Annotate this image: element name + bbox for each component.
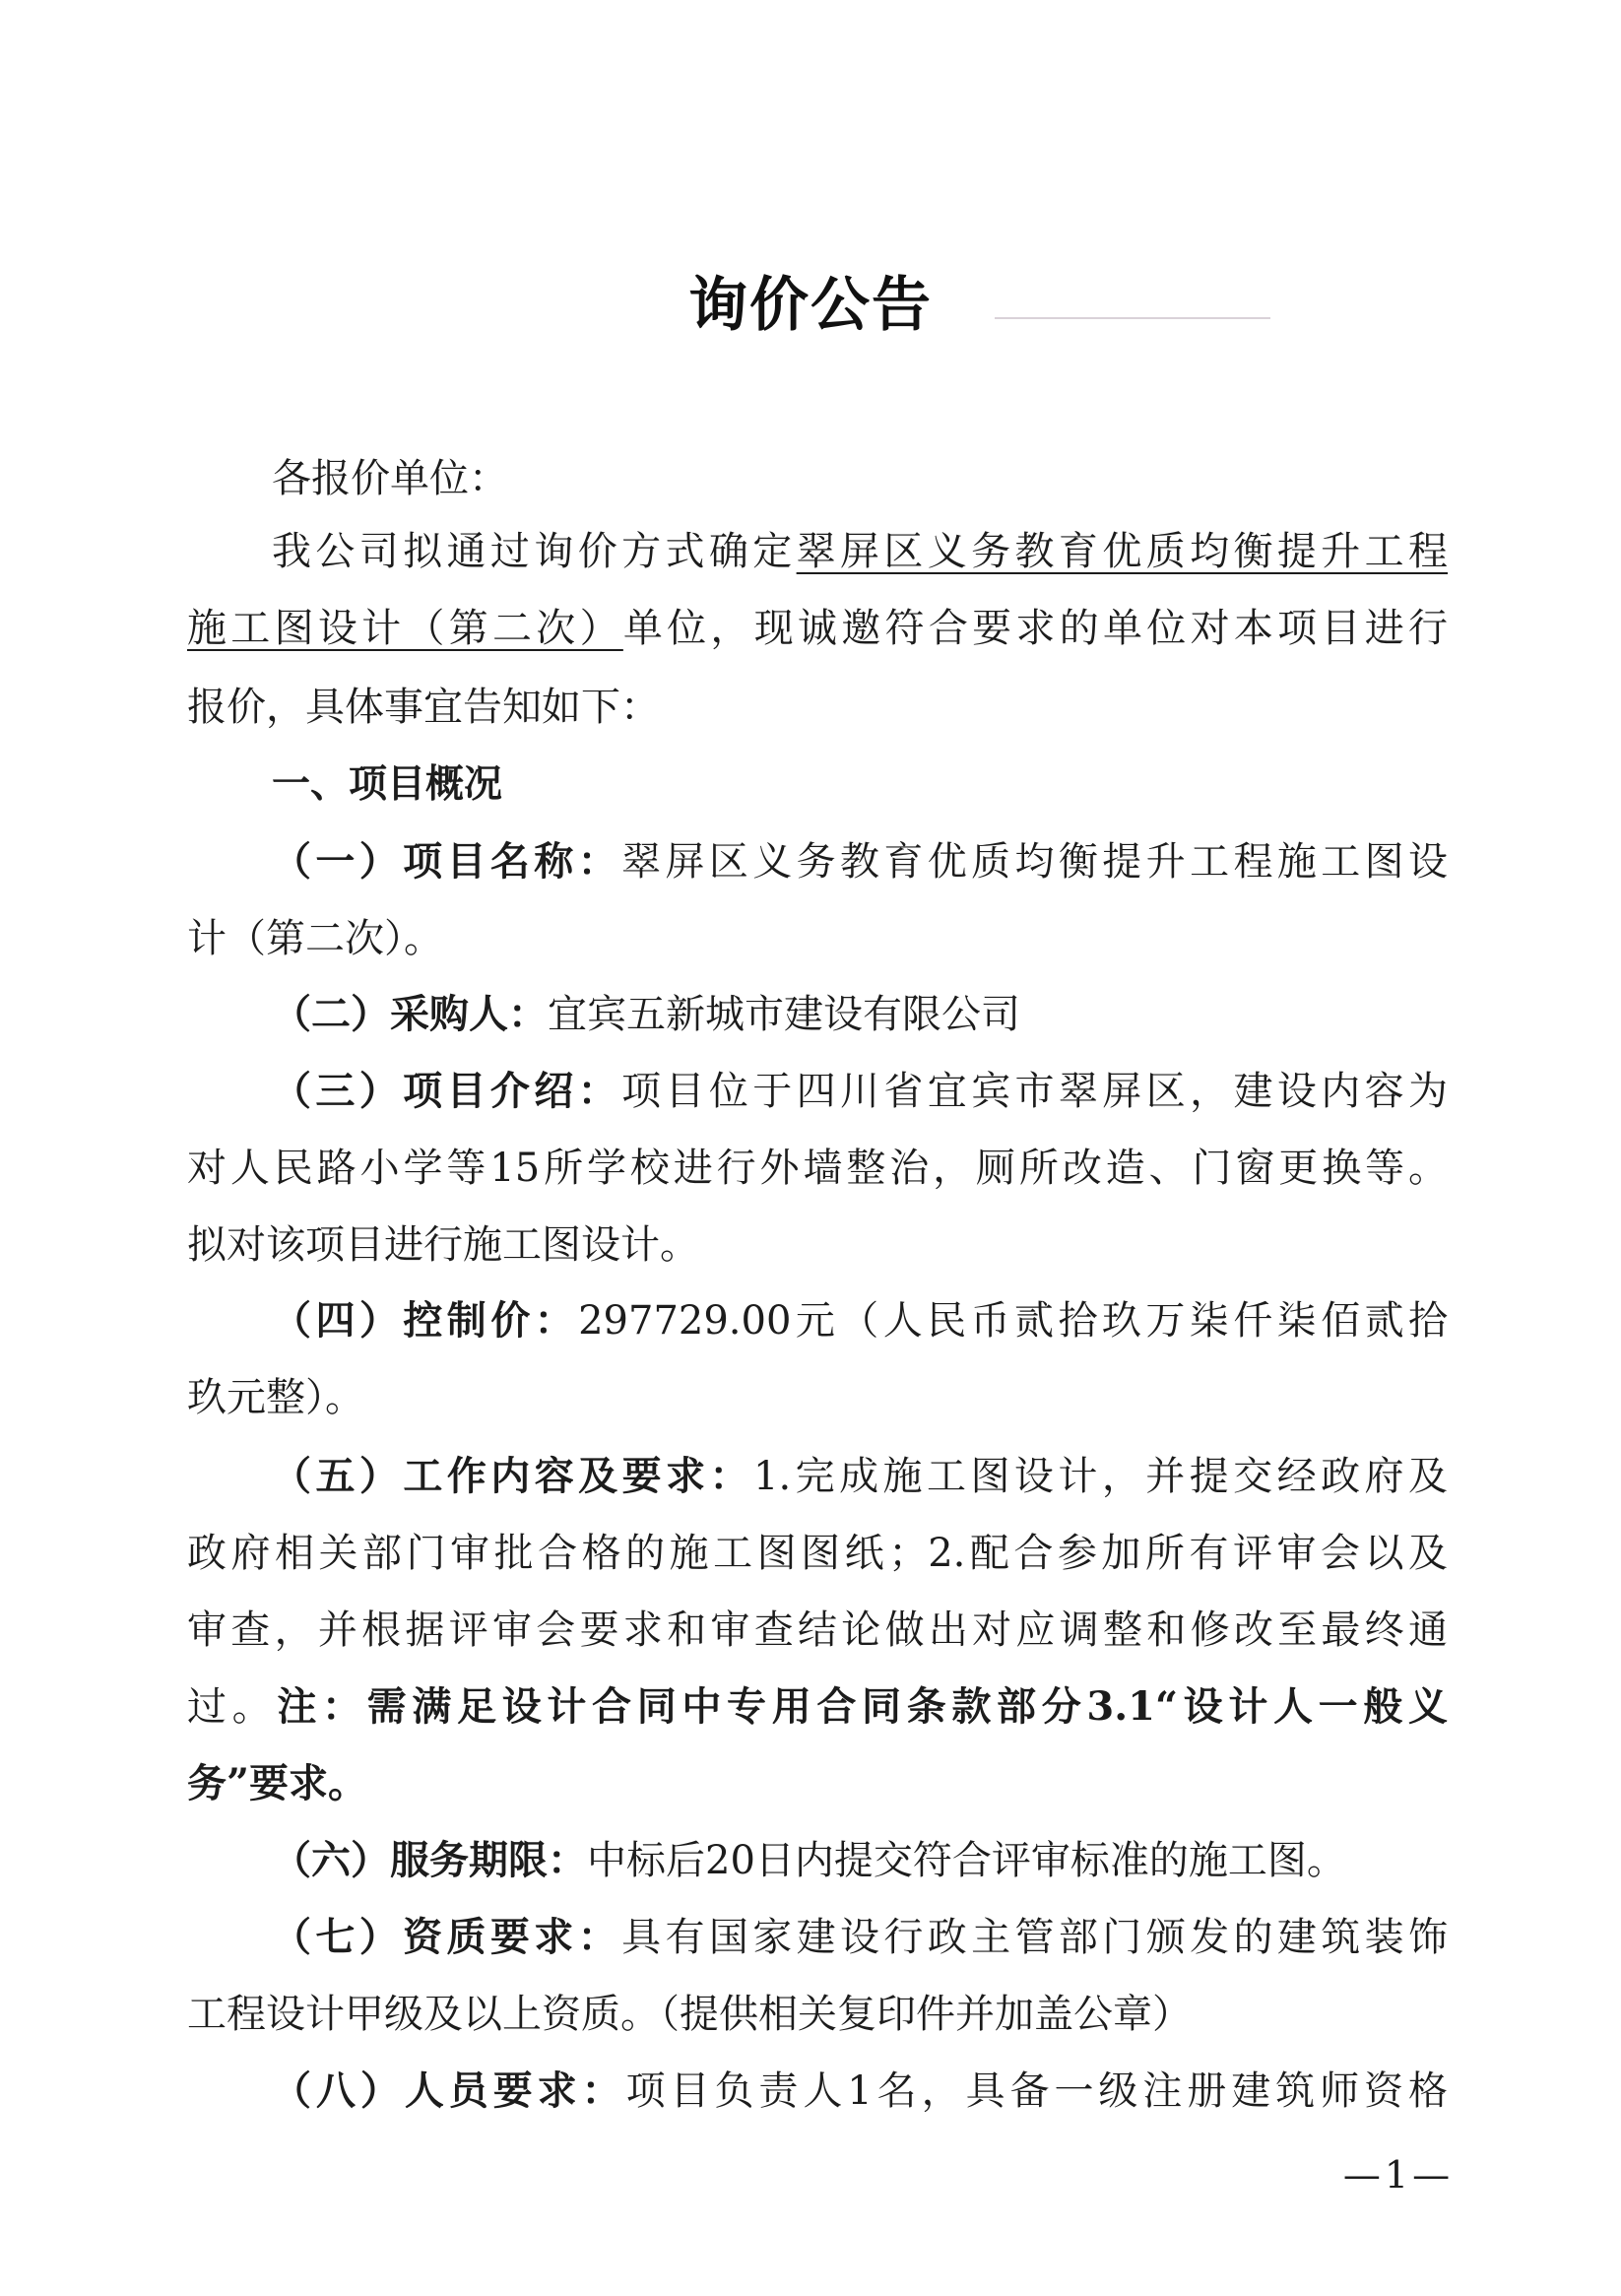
item-four-line-2: 玖元整）。 xyxy=(187,1375,364,1420)
item-four-label: （四）控制价： xyxy=(272,1297,579,1344)
project-name-underlined-cont: 施工图设计（第二次） xyxy=(187,606,623,651)
item-eight-label: （八）人员要求： xyxy=(272,2067,626,2114)
item-seven-line-2: 工程设计甲级及以上资质。（提供相关复印件并加盖公章） xyxy=(187,1992,1192,2037)
item-one-line-2: 计（第二次）。 xyxy=(187,916,443,961)
item-six-label: （六）服务期限： xyxy=(272,1837,587,1883)
item-six: （六）服务期限：中标后20日内提交符合评审标准的施工图。 xyxy=(272,1837,1346,1883)
item-three-line-3: 拟对该项目进行施工图设计。 xyxy=(187,1222,699,1268)
item-five-line-1: （五）工作内容及要求：1.完成施工图设计，并提交经政府及 xyxy=(272,1453,1449,1499)
intro-line-2: 施工图设计（第二次）单位，现诚邀符合要求的单位对本项目进行 xyxy=(187,606,1449,651)
item-seven-line-1: （七）资质要求：具有国家建设行政主管部门颁发的建筑装饰 xyxy=(272,1914,1449,1960)
item-two-label: （二）采购人： xyxy=(272,991,548,1037)
item-seven-label: （七）资质要求： xyxy=(272,1914,622,1960)
salutation: 各报价单位： xyxy=(272,456,508,501)
title-rule xyxy=(995,317,1270,319)
intro-line-3: 报价，具体事宜告知如下： xyxy=(187,685,660,730)
item-five-note: 注：需满足设计合同中专用合同条款部分3.1“设计人一般义 xyxy=(277,1683,1448,1730)
item-one-line-1: （一）项目名称：翠屏区义务教育优质均衡提升工程施工图设 xyxy=(272,838,1449,885)
page-number: —1— xyxy=(1342,2153,1455,2197)
item-eight-line-1: （八）人员要求：项目负责人1名，具备一级注册建筑师资格 xyxy=(272,2067,1449,2114)
item-five-line-2: 政府相关部门审批合格的施工图图纸；2.配合参加所有评审会以及 xyxy=(187,1531,1448,1576)
item-four-line-1: （四）控制价：297729.00元（人民币贰拾玖万柒仟柒佰贰拾 xyxy=(272,1297,1449,1344)
item-three-line-1: （三）项目介绍：项目位于四川省宜宾市翠屏区，建设内容为 xyxy=(272,1068,1449,1114)
item-five-label: （五）工作内容及要求： xyxy=(272,1453,754,1499)
item-five-line-4: 过。注：需满足设计合同中专用合同条款部分3.1“设计人一般义 xyxy=(187,1683,1448,1730)
item-five-line-3: 审查，并根据评审会要求和审查结论做出对应调整和修改至最终通 xyxy=(187,1607,1448,1653)
item-three-line-2: 对人民路小学等15所学校进行外墙整治，厕所改造、门窗更换等。 xyxy=(187,1146,1448,1191)
intro-line-1: 我公司拟通过询价方式确定翠屏区义务教育优质均衡提升工程 xyxy=(272,529,1449,574)
page-title: 询价公告 xyxy=(688,271,933,340)
item-three-label: （三）项目介绍： xyxy=(272,1068,622,1114)
item-five-line-5: 务”要求。 xyxy=(187,1760,368,1806)
section-heading: 一、项目概况 xyxy=(272,762,503,807)
project-name-underlined: 翠屏区义务教育优质均衡提升工程 xyxy=(796,529,1449,574)
item-one-label: （一）项目名称： xyxy=(272,838,622,885)
item-two: （二）采购人：宜宾五新城市建设有限公司 xyxy=(272,991,1020,1037)
